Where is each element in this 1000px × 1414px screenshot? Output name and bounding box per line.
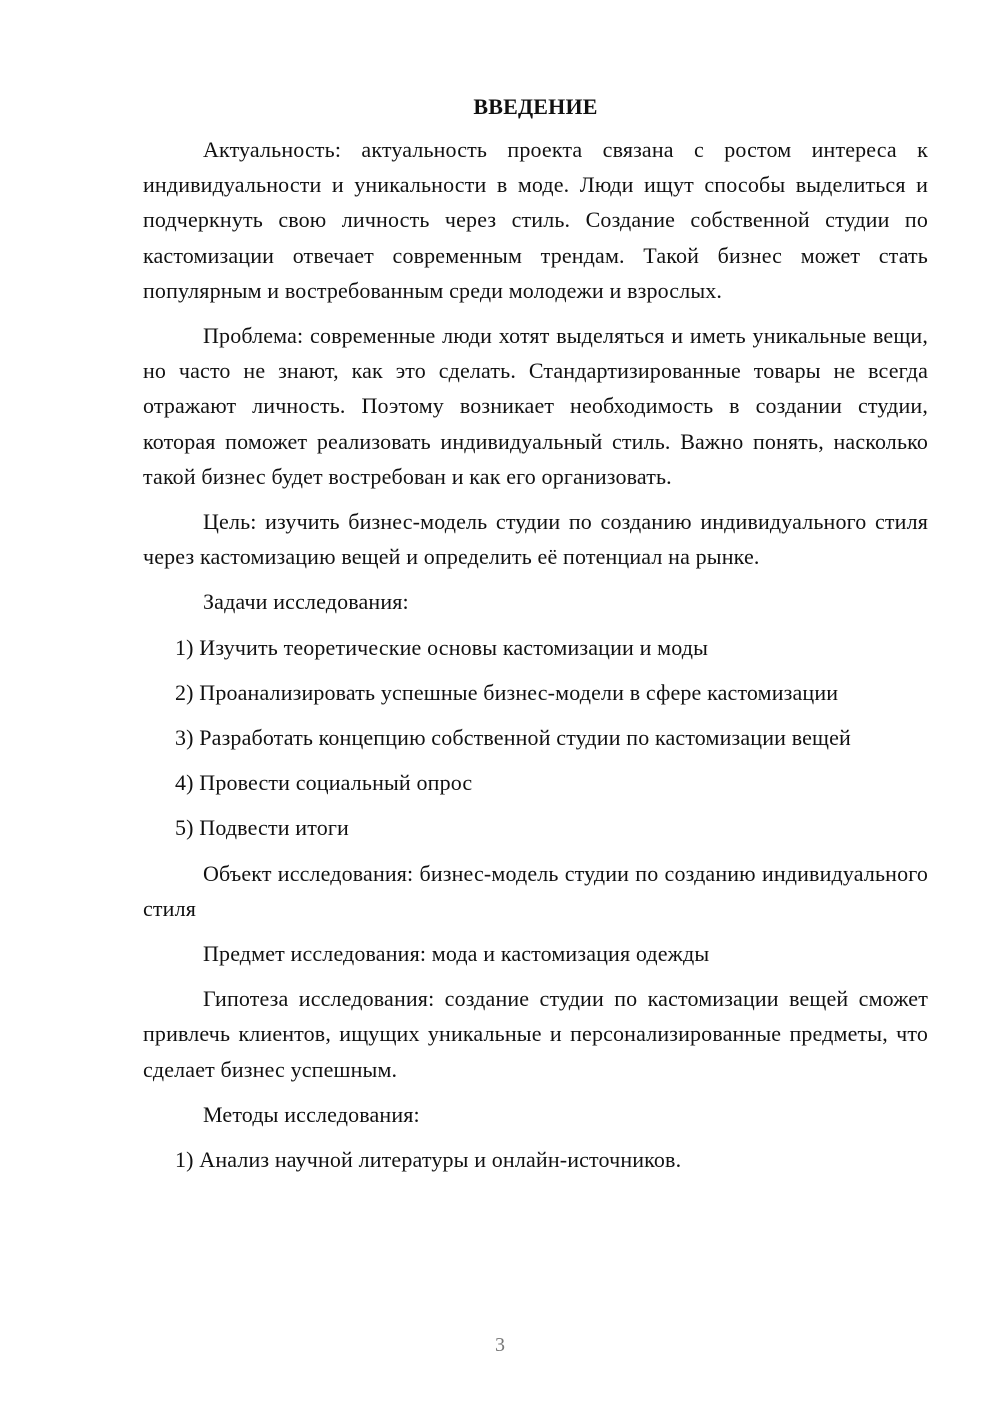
task-item-5: 5) Подвести итоги [175, 815, 349, 841]
document-heading: ВВЕДЕНИЕ [473, 94, 598, 119]
task-item-4: 4) Провести социальный опрос [175, 770, 473, 796]
paragraph-hypothesis: Гипотеза исследования: создание студии по кастомизации вещей сможет привлечь клиентов, ищущих уникальные и персонализированные предметы, что сделает бизнес успешным. [143, 986, 928, 1082]
paragraph-tasks-title: Задачи исследования: [203, 589, 409, 615]
task-item-2: 2) Проанализировать успешные бизнес-модели в сфере кастомизации [175, 679, 839, 705]
paragraph-goal: Цель: изучить бизнес-модель студии по созданию индивидуального стиля через кастомизацию вещей и определить её потенциал на рынке. [143, 509, 928, 570]
task-item-3: 3) Разработать концепцию собственной студии по кастомизации вещей [175, 725, 851, 751]
method-item-1: 1) Анализ научной литературы и онлайн-источников. [175, 1147, 682, 1173]
paragraph-relevance: Актуальность: актуальность проекта связана с ростом интереса к индивидуальности и уникальности в моде. Люди ищут способы выделиться и подчеркнуть свою личность через стиль. Создание собственной студии по кастомизации отвечает современным трендам. Такой бизнес может стать популярным и востребованным среди молодежи и взрослых. [143, 137, 928, 303]
page-number: 3 [495, 1334, 505, 1356]
paragraph-object: Объект исследования: бизнес-модель студии по созданию индивидуального стиля [143, 860, 928, 921]
paragraph-methods-title: Методы исследования: [203, 1101, 420, 1127]
document-page [143, 92, 928, 1187]
paragraph-problem: Проблема: современные люди хотят выделяться и иметь уникальные вещи, но часто не знают, как это сделать. Стандартизированные товары не всегда отражают личность. Поэтому возникает необходимость в создании студии, которая поможет реализовать индивидуальный стиль. Важно понять, насколько такой бизнес будет востребован и как его организовать. [143, 323, 928, 489]
paragraph-subject: Предмет исследования: мода и кастомизация одежды [203, 941, 710, 967]
task-item-1: 1) Изучить теоретические основы кастомизации и моды [175, 634, 709, 660]
